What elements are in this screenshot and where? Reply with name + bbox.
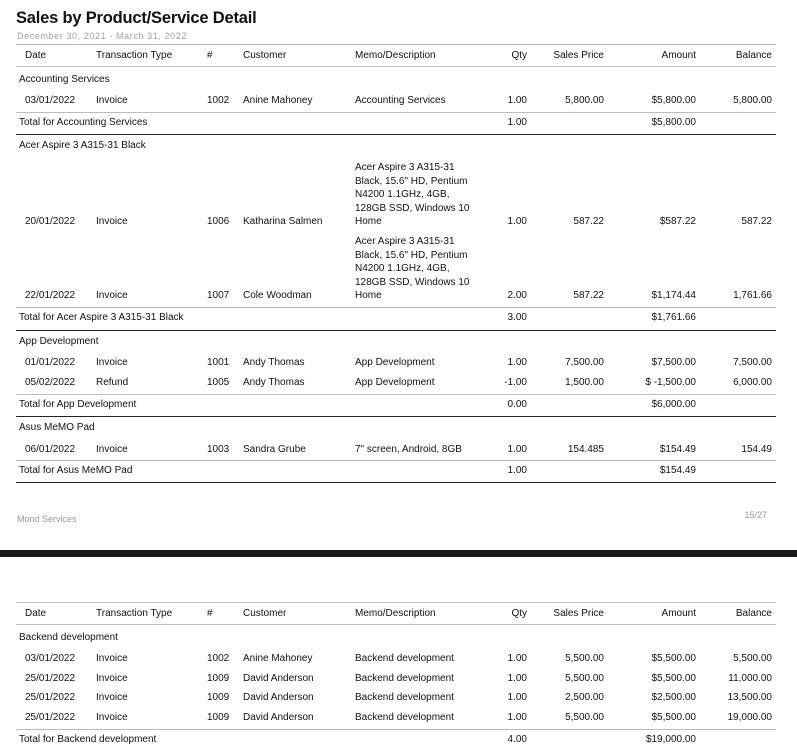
row-memo: Backend development	[355, 653, 454, 664]
row-date: 25/01/2022	[25, 692, 76, 703]
group-bottom-rule	[16, 482, 776, 483]
group-total-qty: 1.00	[507, 117, 527, 128]
row-num: 1005	[207, 377, 230, 388]
group-name: Asus MeMO Pad	[19, 422, 95, 433]
row-memo: Accounting Services	[355, 95, 446, 106]
row-amount: $154.49	[659, 444, 696, 455]
row-price: 2,500.00	[565, 692, 604, 703]
row-num: 1007	[207, 290, 230, 301]
row-qty: -1.00	[504, 377, 527, 388]
row-type[interactable]: Invoice	[96, 290, 128, 301]
row-date: 25/01/2022	[25, 673, 76, 684]
row-customer: David Anderson	[243, 673, 314, 684]
row-memo: App Development	[355, 377, 435, 388]
row-type[interactable]: Invoice	[96, 95, 128, 106]
row-price: 587.22	[573, 216, 604, 227]
row-date: 25/01/2022	[25, 712, 76, 723]
row-memo: App Development	[355, 357, 435, 368]
report-page-2	[0, 557, 797, 752]
group-total-qty: 0.00	[507, 399, 527, 410]
total-top-rule	[16, 460, 776, 461]
row-num: 1009	[207, 692, 230, 703]
row-balance: 7,500.00	[733, 357, 772, 368]
row-num: 1002	[207, 653, 230, 664]
col-header-memo: Memo/Description	[355, 608, 436, 619]
col-header-qty: Qty	[511, 50, 527, 61]
col-header-amount: Amount	[661, 50, 696, 61]
row-num: 1002	[207, 95, 230, 106]
row-balance: 154.49	[741, 444, 772, 455]
row-customer: David Anderson	[243, 712, 314, 723]
row-amount: $7,500.00	[651, 357, 696, 368]
row-date: 06/01/2022	[25, 444, 76, 455]
row-type[interactable]: Invoice	[96, 216, 128, 227]
total-top-rule	[16, 394, 776, 395]
group-total-label: Total for Asus MeMO Pad	[19, 465, 133, 476]
group-name: Acer Aspire 3 A315-31 Black	[19, 140, 146, 151]
col-header-sales-price: Sales Price	[553, 50, 604, 61]
row-memo: Acer Aspire 3 A315-31 Black, 15.6" HD, Pentium N4200 1.1GHz, 4GB, 128GB SSD, Windows 10 Home	[355, 236, 470, 301]
group-total-qty: 1.00	[507, 465, 527, 476]
col-header-customer: Customer	[243, 50, 287, 61]
group-total-qty: 4.00	[507, 734, 527, 745]
row-qty: 1.00	[507, 673, 527, 684]
row-balance: 11,000.00	[728, 673, 772, 684]
col-header-qty: Qty	[511, 608, 527, 619]
row-qty: 1.00	[507, 357, 527, 368]
row-amount: $1,174.44	[651, 290, 696, 301]
row-amount: $587.22	[659, 216, 696, 227]
row-amount: $5,500.00	[651, 653, 696, 664]
row-amount: $ -1,500.00	[645, 377, 696, 388]
row-balance: 13,500.00	[727, 692, 772, 703]
group-name: Accounting Services	[19, 74, 110, 85]
report-date-range: December 30, 2021 - March 31, 2022	[17, 31, 187, 41]
total-top-rule	[16, 729, 776, 730]
row-customer: Anine Mahoney	[243, 653, 313, 664]
row-price: 1,500.00	[565, 377, 604, 388]
header-top-rule	[16, 44, 776, 45]
row-amount: $5,500.00	[651, 673, 696, 684]
row-date: 22/01/2022	[25, 290, 76, 301]
group-total-label: Total for App Development	[19, 399, 137, 410]
col-header-date: Date	[25, 608, 47, 619]
row-amount: $2,500.00	[651, 692, 696, 703]
page-break	[0, 550, 797, 557]
row-memo: Backend development	[355, 692, 454, 703]
row-balance: 19,000.00	[727, 712, 772, 723]
row-num: 1003	[207, 444, 230, 455]
col-header-transaction-type: Transaction Type	[96, 608, 173, 619]
total-top-rule	[16, 307, 776, 308]
row-memo: Backend development	[355, 673, 454, 684]
row-price: 587.22	[573, 290, 604, 301]
group-total-amount: $154.49	[659, 465, 696, 476]
row-balance: 6,000.00	[733, 377, 772, 388]
row-customer: Andy Thomas	[243, 357, 305, 368]
row-num: 1006	[207, 216, 230, 227]
col-header-num: #	[207, 608, 213, 619]
row-num: 1001	[207, 357, 230, 368]
row-customer: Cole Woodman	[243, 290, 312, 301]
row-balance: 1,761.66	[733, 290, 772, 301]
header-bottom-rule	[16, 66, 776, 67]
group-total-amount: $19,000.00	[645, 734, 696, 745]
header-top-rule	[16, 602, 776, 603]
group-name: Backend development	[19, 632, 118, 643]
row-qty: 2.00	[507, 290, 527, 301]
row-balance: 587.22	[741, 216, 772, 227]
row-price: 154.485	[567, 444, 604, 455]
row-amount: $5,500.00	[651, 712, 696, 723]
row-memo: Backend development	[355, 712, 454, 723]
row-price: 5,500.00	[565, 673, 604, 684]
row-customer: Katharina Salmen	[243, 216, 323, 227]
row-qty: 1.00	[507, 653, 527, 664]
col-header-transaction-type: Transaction Type	[96, 50, 173, 61]
footer-page-number: 15/27	[744, 510, 767, 520]
total-top-rule	[16, 112, 776, 113]
row-memo: Acer Aspire 3 A315-31 Black, 15.6" HD, Pentium N4200 1.1GHz, 4GB, 128GB SSD, Windows 10 Home	[355, 162, 470, 227]
col-header-num: #	[207, 50, 213, 61]
row-customer: Anine Mahoney	[243, 95, 313, 106]
row-customer: David Anderson	[243, 692, 314, 703]
row-amount: $5,800.00	[651, 95, 696, 106]
group-bottom-rule	[16, 416, 776, 417]
row-num: 1009	[207, 673, 230, 684]
row-price: 5,800.00	[565, 95, 604, 106]
row-qty: 1.00	[507, 216, 527, 227]
row-type[interactable]: Refund	[96, 377, 129, 388]
row-date: 20/01/2022	[25, 216, 76, 227]
row-customer: Andy Thomas	[243, 377, 305, 388]
row-memo: 7" screen, Android, 8GB	[355, 444, 462, 455]
row-date: 03/01/2022	[25, 95, 76, 106]
row-qty: 1.00	[507, 712, 527, 723]
col-header-amount: Amount	[661, 608, 696, 619]
col-header-date: Date	[25, 50, 47, 61]
group-bottom-rule	[16, 330, 776, 331]
row-price: 5,500.00	[565, 712, 604, 723]
group-total-amount: $5,800.00	[651, 117, 696, 128]
row-price: 5,500.00	[565, 653, 604, 664]
col-header-memo: Memo/Description	[355, 50, 436, 61]
group-total-qty: 3.00	[507, 312, 527, 323]
row-type[interactable]: Invoice	[96, 444, 128, 455]
group-name: App Development	[19, 336, 99, 347]
group-total-amount: $6,000.00	[651, 399, 696, 410]
report-title: Sales by Product/Service Detail	[16, 9, 257, 27]
row-date: 03/01/2022	[25, 653, 76, 664]
row-balance: 5,800.00	[733, 95, 772, 106]
group-total-label: Total for Backend development	[19, 734, 157, 745]
row-balance: 5,500.00	[733, 653, 772, 664]
row-qty: 1.00	[507, 444, 527, 455]
col-header-sales-price: Sales Price	[553, 608, 604, 619]
row-type[interactable]: Invoice	[96, 692, 128, 703]
row-date: 05/02/2022	[25, 377, 76, 388]
row-qty: 1.00	[507, 692, 527, 703]
row-num: 1009	[207, 712, 230, 723]
row-customer: Sandra Grube	[243, 444, 306, 455]
col-header-customer: Customer	[243, 608, 287, 619]
row-type[interactable]: Invoice	[96, 653, 128, 664]
header-bottom-rule	[16, 624, 776, 625]
group-bottom-rule	[16, 134, 776, 135]
row-price: 7,500.00	[565, 357, 604, 368]
group-total-amount: $1,761.66	[651, 312, 696, 323]
row-qty: 1.00	[507, 95, 527, 106]
footer-company: Mond Services	[17, 514, 77, 524]
row-type[interactable]: Invoice	[96, 673, 128, 684]
group-total-label: Total for Accounting Services	[19, 117, 148, 128]
group-total-label: Total for Acer Aspire 3 A315-31 Black	[19, 312, 184, 323]
row-date: 01/01/2022	[25, 357, 76, 368]
row-type[interactable]: Invoice	[96, 357, 128, 368]
col-header-balance: Balance	[735, 608, 772, 619]
col-header-balance: Balance	[735, 50, 772, 61]
row-type[interactable]: Invoice	[96, 712, 128, 723]
